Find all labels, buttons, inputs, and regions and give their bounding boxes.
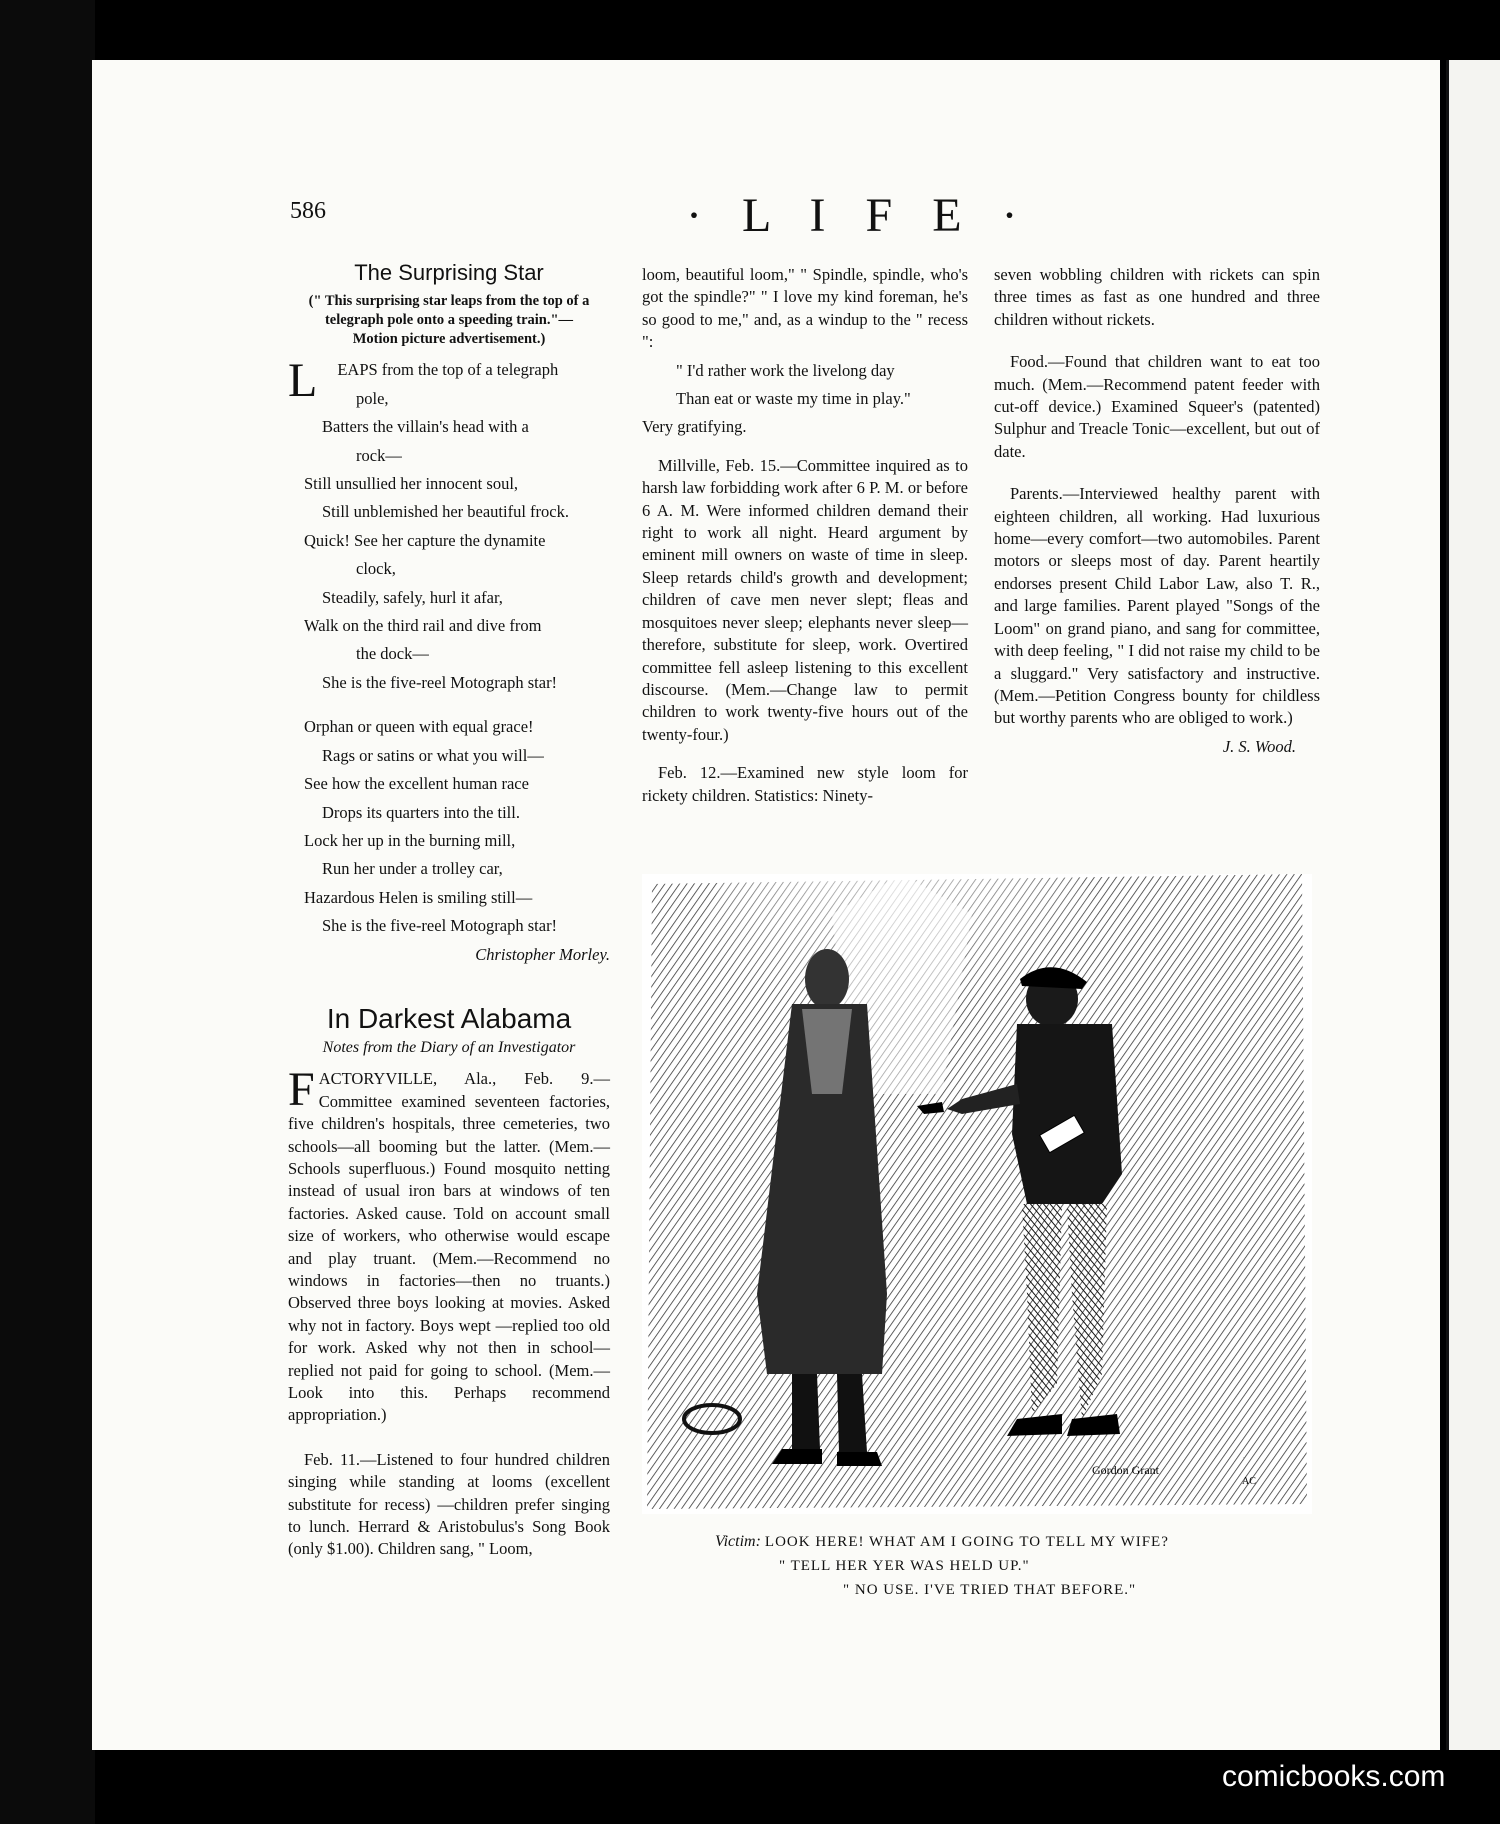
poem-author: Christopher Morley. bbox=[475, 944, 610, 964]
poem-line: Orphan or queen with equal grace! bbox=[304, 717, 534, 737]
poem-line: Rags or satins or what you will— bbox=[322, 745, 544, 765]
article-text: seven wobbling children with rickets can spin three times as fast as one hundred and three children without rickets. bbox=[994, 265, 1320, 329]
poem-line: Run her under a trolley car, bbox=[322, 859, 503, 879]
poem-line: Steadily, safely, hurl it afar, bbox=[322, 587, 503, 607]
verse-line: " I'd rather work the livelong day bbox=[676, 360, 895, 380]
article-title: In Darkest Alabama bbox=[326, 1002, 572, 1034]
song-verse bbox=[642, 360, 968, 411]
cartoon-caption bbox=[715, 1530, 1275, 1602]
article-text: Feb. 12.—Examined new style loom for rickety children. Statistics: Ninety- bbox=[642, 763, 968, 805]
poem-line: Still unblemished her beautiful frock. bbox=[322, 502, 569, 522]
masthead-title: · L I F E · bbox=[686, 189, 1032, 242]
column-2 bbox=[642, 264, 968, 813]
verse-line: Than eat or waste my time in play." bbox=[676, 389, 911, 409]
poem-line: the dock— bbox=[356, 644, 429, 664]
poem-line: Walk on the third rail and dive from bbox=[304, 616, 542, 636]
poem-title: The Surprising Star bbox=[354, 260, 544, 285]
article-text: Food.—Found that children want to eat too much. (Mem.—Recommend patent feeder with cut-off device.) Examined Squeer's (patented) Sulphur and Treacle Tonic—excellent, but out of date. bbox=[994, 352, 1320, 461]
cartoon-signature: Gordon Grant bbox=[1092, 1463, 1159, 1477]
scan-border-left bbox=[0, 0, 95, 1824]
article-subtitle: Notes from the Diary of an Investigator bbox=[322, 1039, 576, 1057]
poem-stanza-2 bbox=[288, 716, 610, 937]
poem-line: EAPS from the top of a telegraph bbox=[337, 360, 559, 380]
poem-line: Still unsullied her innocent soul, bbox=[304, 474, 519, 494]
article-text: Very gratifying. bbox=[642, 417, 747, 437]
article-text: Millville, Feb. 15.—Committee inquired as to harsh law forbidding work after 6 P. M. or before 6 A. M. Were informed children demand their right to work all night. Heard argument by eminent mill owners on waste of time in sleep. Sleep retards child's growth and development; children of cave men never slept; fleas and mosquitoes never sleep; elephants never sleep—therefore, substitute for sleep, work. Overtired committee fell asleep listening to this excellent discourse. (Mem.—Change law to permit children to work twenty-five hours out of the twenty-four.) bbox=[642, 455, 968, 744]
article-paragraph-1 bbox=[288, 1063, 610, 1427]
article-author: J. S. Wood. bbox=[1222, 736, 1296, 756]
article-text: Parents.—Interviewed healthy parent with eighteen children, all working. Had luxurious home—every comfort—two automobiles. Parent motors or sleeps most of day. Parent heartily endorses present Child Labor Law, also T. R., and large families. Parent played "Songs of the Loom" on grand piano, and sang for committee, with deep feeling, " I did not raise my child to be a sluggard." Very satisfactory and instructive. (Mem.—Petition Congress bounty for childless but worthy parents who are obliged to work.) bbox=[994, 484, 1320, 728]
caption-line: " NO USE. I'VE TRIED THAT BEFORE." bbox=[843, 1582, 1137, 1598]
scan-border-top bbox=[0, 0, 1500, 60]
poem-note: (" This surprising star leaps from the top of a telegraph pole onto a speeding train."—Motion picture advertisement.) bbox=[308, 293, 590, 348]
column-1 bbox=[288, 262, 610, 1567]
article-text: loom, beautiful loom," " Spindle, spindle, who's got the spindle?" " I love my kind foreman, he's so good to me," and, as a windup to the " recess ": bbox=[642, 265, 968, 352]
poem-line: See how the excellent human race bbox=[304, 774, 529, 794]
poem-dropcap: L bbox=[288, 354, 318, 408]
caption-speaker: Victim: bbox=[715, 1533, 761, 1550]
article-dropcap: F bbox=[288, 1063, 315, 1117]
poem-stanza-1 bbox=[288, 354, 610, 694]
page-number: 586 bbox=[290, 198, 326, 224]
poem-line: Lock her up in the burning mill, bbox=[304, 830, 516, 850]
poem-line: rock— bbox=[356, 445, 402, 465]
cartoon-initials: AC bbox=[1242, 1476, 1256, 1487]
article-text: ACTORYVILLE, Ala., Feb. 9.—Committee examined seventeen factories, five children's hospitals, three cemeteries, two schools—all booming but the latter. (Mem.—Schools superfluous.) Found mosquito netting instead of usual iron bars at windows of ten factories. Asked cause. Told on account small size of workers, who otherwise would escape and play truant. (Mem.—Recommend no windows in factories—then no truants.) Observed three boys looking at movies. Asked why not in factory. Boys wept —replied too old for work. Asked why not then in school—replied not paid for going to school. (Mem.—Look into this. Perhaps recommend appropriation.) bbox=[288, 1069, 610, 1425]
poem-line: pole, bbox=[356, 388, 389, 408]
column-3 bbox=[994, 264, 1320, 758]
adjacent-page-edge bbox=[1446, 60, 1500, 1750]
cartoon-drawing bbox=[642, 874, 1312, 1514]
cartoon-illustration bbox=[642, 874, 1312, 1514]
poem-line: Batters the villain's head with a bbox=[322, 417, 529, 437]
watermark-text: comicbooks.com bbox=[1222, 1760, 1446, 1793]
poem-line: Hazardous Helen is smiling still— bbox=[304, 887, 533, 907]
caption-line: LOOK HERE! WHAT AM I GOING TO TELL MY WIFE? bbox=[764, 1534, 1169, 1550]
article-text: Feb. 11.—Listened to four hundred children singing while standing at looms (excellent substitute for recess) —children prefer singing to lunch. Herrard & Aristobulus's Song Book (only $1.00). Children sang, " Loom, bbox=[288, 1449, 610, 1559]
poem-line: Drops its quarters into the till. bbox=[322, 802, 520, 822]
poem-line: She is the five-reel Motograph star! bbox=[322, 672, 558, 692]
poem-line: Quick! See her capture the dynamite bbox=[304, 530, 546, 550]
poem-line: clock, bbox=[356, 559, 396, 579]
caption-line: " TELL HER YER WAS HELD UP." bbox=[779, 1558, 1030, 1574]
poem-line: She is the five-reel Motograph star! bbox=[322, 916, 558, 936]
